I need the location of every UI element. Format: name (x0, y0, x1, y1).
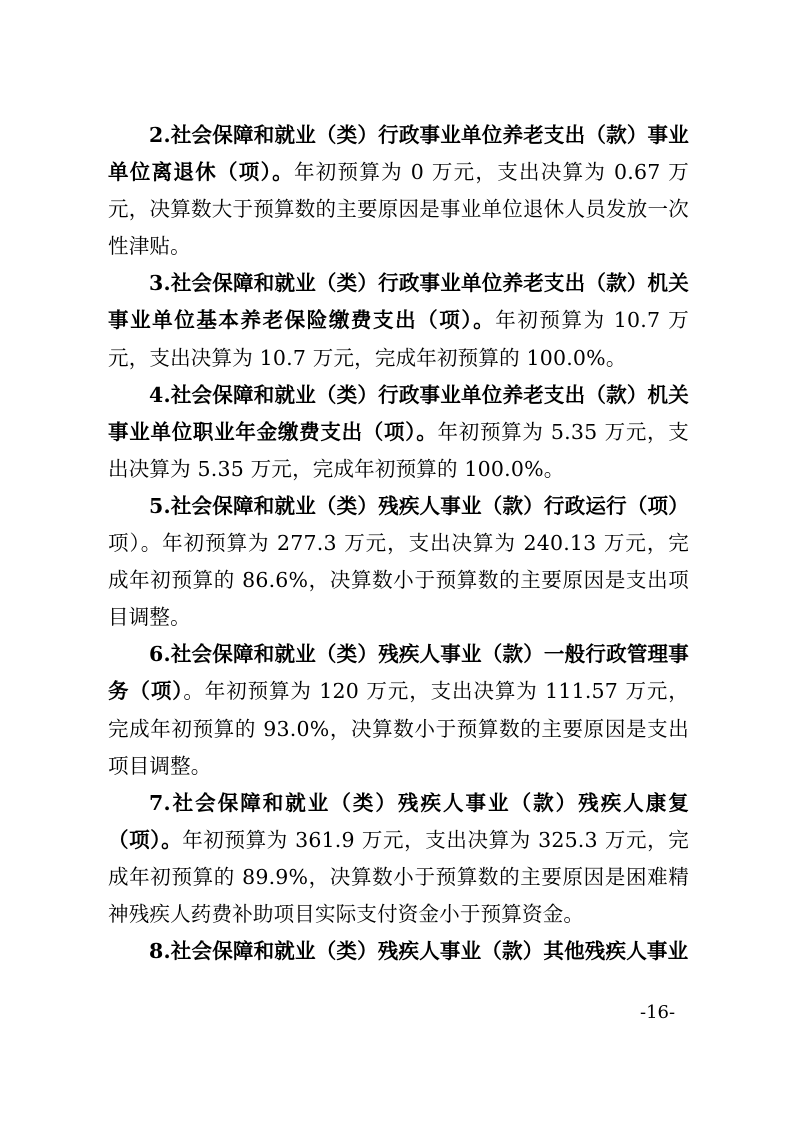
page-number: -16- (640, 1002, 676, 1023)
paragraph-item-3 (108, 265, 689, 376)
paragraph-body: 年初预算为 10.7 万元，支出决算为 10.7 万元，完成年初预算的 100.0%。 (108, 308, 689, 370)
paragraph-heading: 4.社会保障和就业（类）行政事业单位养老支出（款）机关事业单位职业年金缴费支出（项）。 (108, 382, 689, 444)
paragraph-item-4 (108, 377, 689, 488)
paragraph-heading: 8.社会保障和就业（类）残疾人事业（款）其他残疾人事业 (149, 939, 689, 964)
paragraph-body: 年初预算为 0 万元，支出决算为 0.67 万元，决算数大于预算数的主要原因是事业单位退休人员发放一次性津贴。 (108, 160, 689, 259)
paragraph-item-6 (108, 636, 689, 784)
paragraph-item-7 (108, 785, 689, 933)
paragraph-body: 。年初预算为 120 万元，支出决算为 111.57 万元，完成年初预算的 93.0%，决算数小于预算数的主要原因是支出项目调整。 (108, 679, 689, 778)
document-body (108, 117, 689, 970)
paragraph-heading: 6.社会保障和就业（类）残疾人事业（款）一般行政管理事务（项） (108, 642, 689, 704)
paragraph-body: 年初预算为 361.9 万元，支出决算为 325.3 万元，完成年初预算的 89.9%，决算数小于预算数的主要原因是困难精神残疾人药费补助项目实际支付资金小于预算资金。 (108, 827, 690, 926)
paragraph-heading: 3.社会保障和就业（类）行政事业单位养老支出（款）机关事业单位基本养老保险缴费支出（项）。 (108, 271, 689, 333)
paragraph-body: 年初预算为 5.35 万元，支出决算为 5.35 万元，完成年初预算的 100.0%。 (108, 419, 689, 481)
paragraph-item-2 (108, 117, 689, 265)
paragraph-body: 项）。年初预算为 277.3 万元，支出决算为 240.13 万元，完成年初预算的 86.6%，决算数小于预算数的主要原因是支出项目调整。 (108, 531, 689, 630)
paragraph-heading: 2.社会保障和就业（类）行政事业单位养老支出（款）事业单位离退休（项）。 (108, 123, 689, 185)
paragraph-item-5 (108, 488, 689, 636)
paragraph-heading: 7.社会保障和就业（类）残疾人事业（款）残疾人康复（项）。 (108, 790, 689, 852)
paragraph-heading: 5.社会保障和就业（类）残疾人事业（款）行政运行（项） (149, 493, 689, 518)
paragraph-item-8 (108, 933, 689, 970)
